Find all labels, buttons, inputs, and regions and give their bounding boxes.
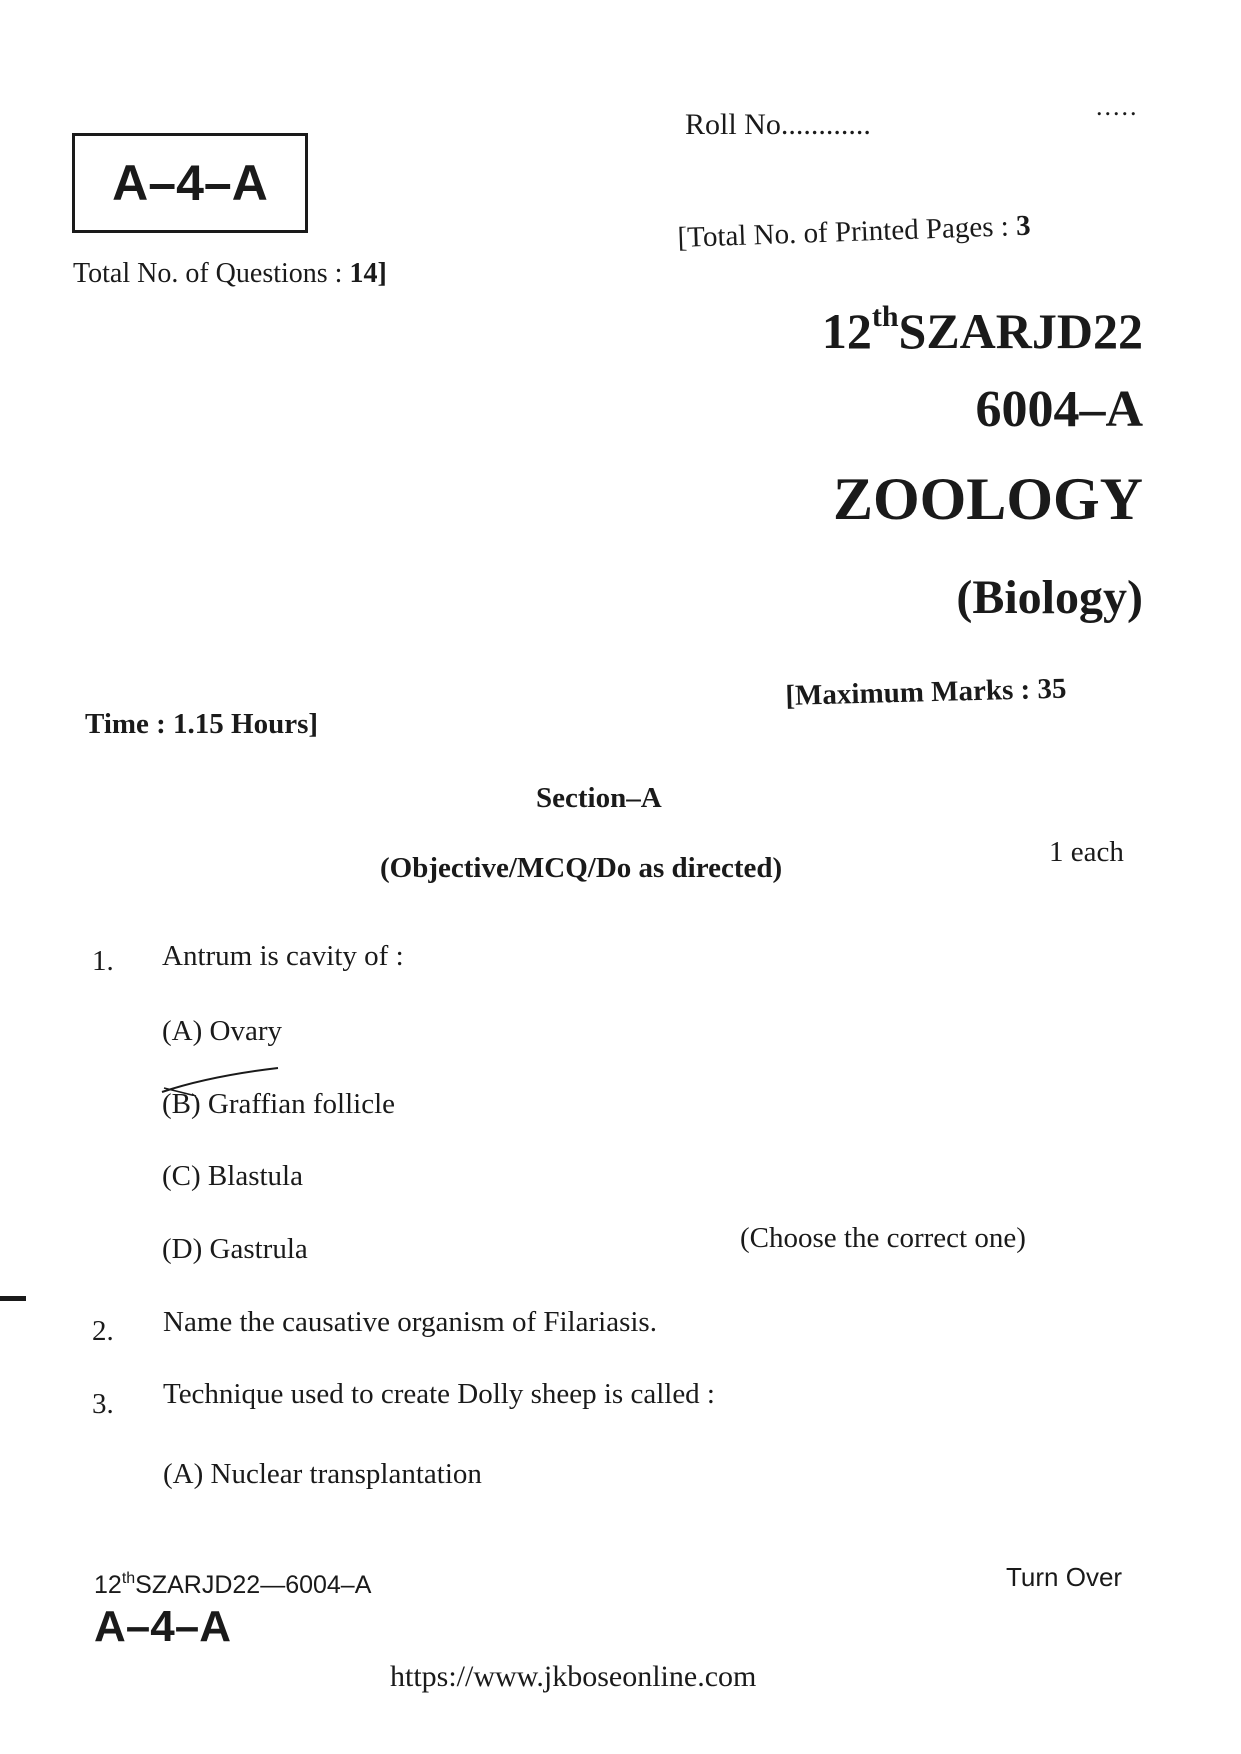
- total-printed-pages: [677, 210, 1031, 255]
- handwritten-tick-icon: [160, 1066, 280, 1096]
- option-text: Nuclear transplantation: [210, 1458, 482, 1490]
- subject-code: 6004–A: [975, 381, 1143, 438]
- website-url: https://www.jkboseonline.com: [390, 1660, 757, 1693]
- maximum-marks: [Maximum Marks : 35: [785, 672, 1067, 712]
- question-number: 3.: [92, 1388, 114, 1420]
- option-item: [162, 1233, 308, 1266]
- footer-series-code: A–4–A: [94, 1602, 231, 1651]
- footer-code-prefix: 12: [94, 1571, 122, 1599]
- option-text: Gastrula: [209, 1233, 308, 1265]
- option-label: (A): [163, 1458, 204, 1490]
- series-code: A–4–A: [112, 155, 268, 211]
- question-number: 2.: [92, 1315, 114, 1347]
- question-text: Antrum is cavity of :: [162, 940, 404, 972]
- option-label: (B): [162, 1088, 201, 1120]
- section-subtitle: (Objective/MCQ/Do as directed): [380, 852, 783, 884]
- paper-code-suffix: SZARJD22: [898, 303, 1143, 359]
- question-number: 1.: [92, 945, 114, 977]
- total-questions: [73, 258, 387, 290]
- option-label: (A): [162, 1015, 203, 1047]
- option-text: Ovary: [209, 1015, 282, 1047]
- option-item: [162, 1160, 303, 1193]
- question-text: Name the causative organism of Filariasis.: [163, 1306, 657, 1338]
- option-label: (D): [162, 1233, 203, 1265]
- sub-subject-title: (Biology): [956, 571, 1143, 624]
- printed-pages-value: 3: [1015, 209, 1032, 243]
- option-text: Graffian follicle: [207, 1088, 395, 1120]
- question-text: Technique used to create Dolly sheep is called :: [163, 1378, 715, 1410]
- section-title: Section–A: [536, 782, 662, 814]
- option-text: Blastula: [207, 1160, 303, 1192]
- footer-paper-code: [94, 1570, 371, 1600]
- option-item: [162, 1015, 282, 1048]
- paper-code-prefix: 12: [821, 303, 872, 359]
- footer-code-suffix: SZARJD22—6004–A: [135, 1571, 372, 1599]
- top-dots: .....: [1096, 92, 1139, 121]
- turn-over-note: Turn Over: [1006, 1562, 1123, 1592]
- option-item: [163, 1458, 482, 1491]
- footer-code-sup: th: [121, 1570, 136, 1587]
- total-questions-label: Total No. of Questions :: [73, 258, 343, 289]
- marks-each: 1 each: [1049, 836, 1124, 868]
- edge-mark: [0, 1296, 26, 1301]
- question-instruction: (Choose the correct one): [740, 1222, 1026, 1254]
- option-label: (C): [162, 1160, 201, 1192]
- series-code-box: [72, 133, 308, 233]
- total-questions-value: 14]: [349, 258, 387, 289]
- paper-code: [822, 300, 1143, 360]
- roll-number-field: Roll No............: [685, 108, 871, 141]
- printed-pages-label: [Total No. of Printed Pages :: [677, 210, 1010, 254]
- paper-code-sup: th: [871, 300, 899, 333]
- subject-title: ZOOLOGY: [832, 466, 1143, 532]
- time-allowed: Time : 1.15 Hours]: [85, 708, 319, 740]
